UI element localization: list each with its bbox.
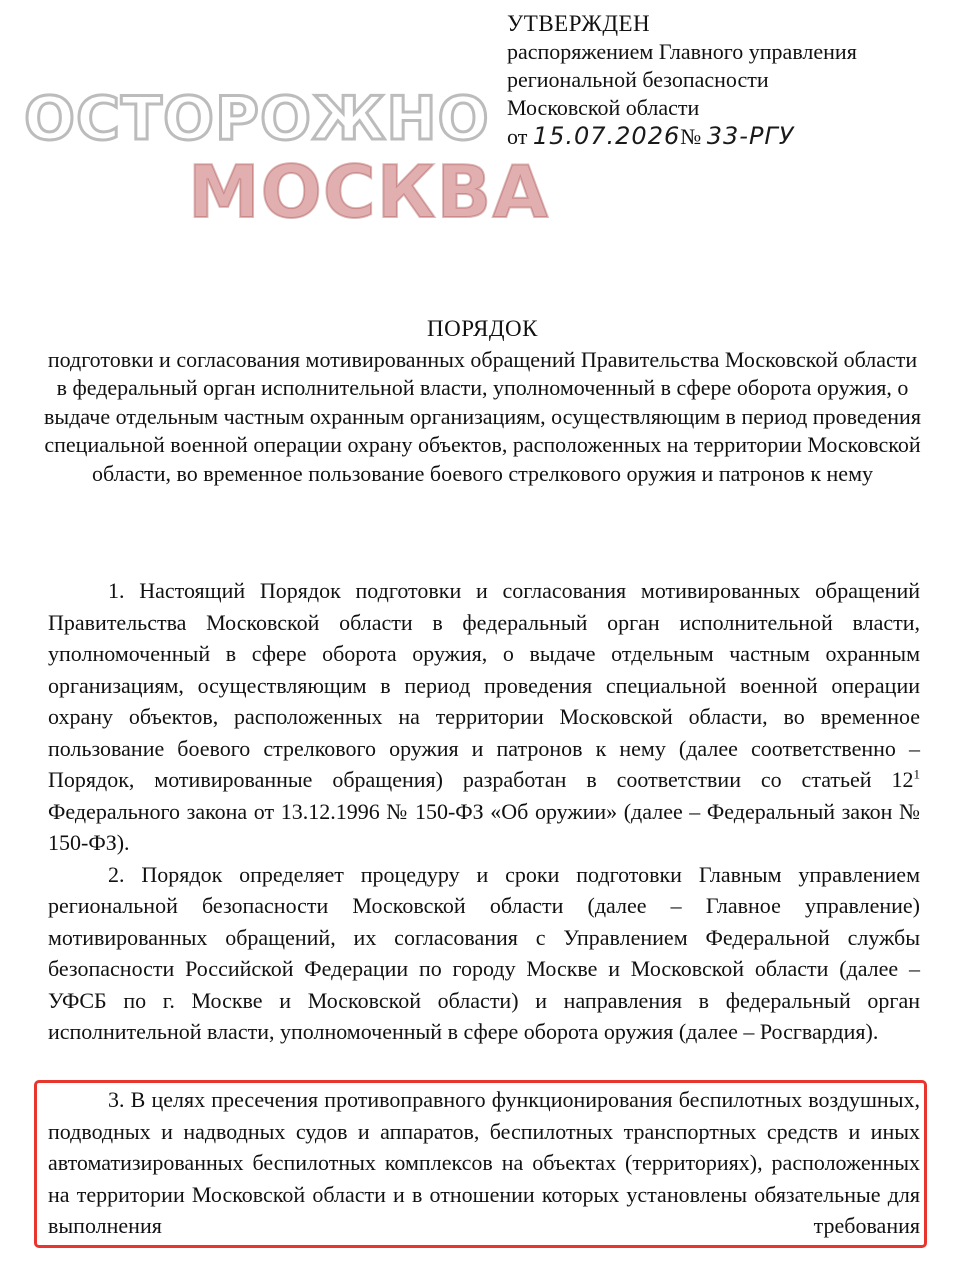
document-title bbox=[40, 315, 925, 488]
from-label: от bbox=[507, 124, 528, 149]
approval-line-2: региональной безопасности bbox=[507, 67, 769, 92]
paragraph-2: 2. Порядок определяет процедуру и сроки подготовки Главным управлением региональной безопасности Московской области (далее – Главное управление) мотивированных обращений, их согласования с Управлением Федеральной службы безопасности Российской Федерации по городу Москве и Московской области (далее – УФСБ по г. Москве и Московской области) и направления в федеральный орган исполнительной власти, уполномоченный в сфере оборота оружия (далее – Росгвардия). bbox=[48, 861, 920, 1044]
highlighted-paragraph bbox=[48, 1084, 920, 1242]
watermark-line-1: ОСТОРОЖНО bbox=[24, 84, 490, 154]
approval-line-3: Московской области bbox=[507, 95, 700, 120]
approved-label: УТВЕРЖДЕН bbox=[507, 11, 651, 36]
paragraph-1-text: 1. Настоящий Порядок подготовки и согласования мотивированных обращений Правительства Московской области в федеральный орган исполнительной власти, уполномоченный в сфере оборота оружия, о выдаче отдельным частным охранным организациям, осуществляющим в период проведения специальной военной операции охрану объектов, расположенных на территории Московской области, во временное пользование боевого стрелкового оружия и патронов к нему (далее соответственно – Порядок, мотивированные обращения) разработан в соответствии со статьей 12 bbox=[48, 578, 920, 792]
approval-stamp bbox=[507, 10, 947, 151]
title-subtitle: подготовки и согласования мотивированных обращений Правительства Московской области в федеральный орган исполнительной власти, уполномоченный в сфере оборота оружия, о выдаче отдельным частным охранным организациям, осуществляющим в период проведения специальной военной операции охрану объектов, расположенных на территории Московской области, во временное пользование боевого стрелкового оружия и патронов к нему bbox=[44, 346, 921, 486]
handwritten-number: 33-РГУ bbox=[706, 122, 795, 150]
approval-date-line bbox=[507, 122, 947, 151]
paragraph-1 bbox=[48, 575, 920, 859]
paragraph-3: 3. В целях пресечения противоправного функционирования беспилотных воздушных, подводных и надводных судов и аппаратов, беспилотных транспортных средств и иных автоматизированных беспилотных комплексов на объектах (территориях), расположенных на территории Московской области и в отношении которых установлены обязательные для выполнения требования bbox=[48, 1087, 920, 1238]
watermark-line-2: МОСКВА bbox=[188, 150, 550, 234]
handwritten-date: 15.07.2026 bbox=[532, 122, 681, 150]
title-heading: ПОРЯДОК bbox=[426, 316, 539, 341]
document-body bbox=[48, 575, 920, 1048]
paragraph-1-tail: Федерального закона от 13.12.1996 № 150-ФЗ «Об оружии» (далее – Федеральный закон № 150-ФЗ). bbox=[48, 798, 920, 855]
watermark-logo bbox=[20, 84, 550, 234]
approval-line-1: распоряжением Главного управления bbox=[507, 39, 857, 64]
number-sign: № bbox=[680, 124, 702, 149]
superscript: 1 bbox=[913, 766, 920, 782]
